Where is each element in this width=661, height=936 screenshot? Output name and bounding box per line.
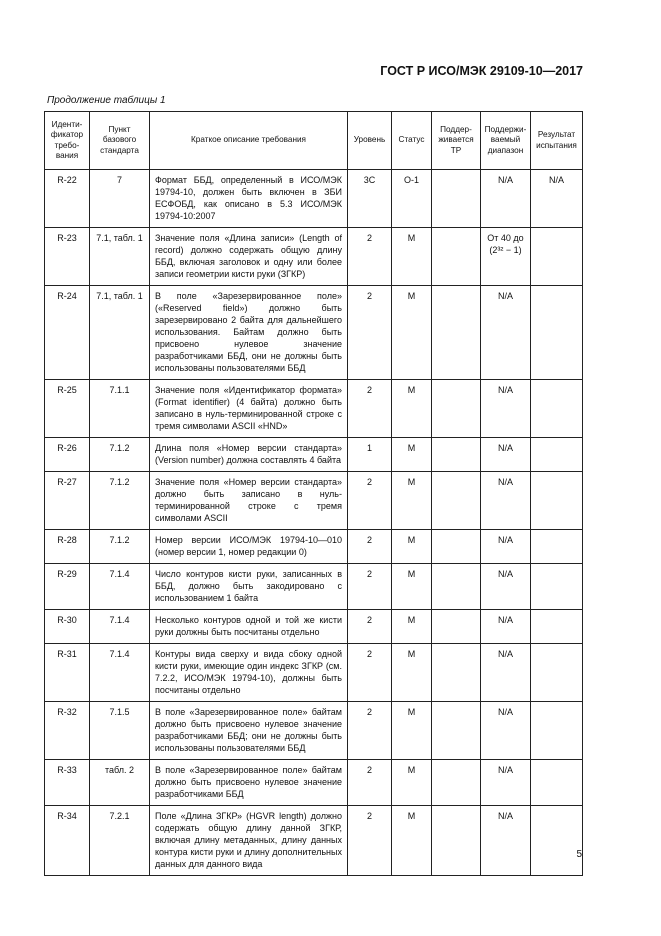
requirement-description-cell: В поле «Зарезервированное поле» байтам должно быть присвоено нулевое значение разработчиками ББД <box>150 760 348 806</box>
test-result-cell <box>531 472 583 530</box>
base-clause-cell: 7 <box>90 170 150 228</box>
requirement-id-cell: R-25 <box>45 380 90 438</box>
base-clause-cell: 7.1, табл. 1 <box>90 286 150 380</box>
status-cell: М <box>392 702 432 760</box>
requirement-id-cell: R-24 <box>45 286 90 380</box>
supported-range-cell: От 40 до (2³² − 1) <box>481 228 531 286</box>
base-clause-cell: 7.1.2 <box>90 438 150 472</box>
base-clause-cell: 7.1.5 <box>90 702 150 760</box>
supported-range-cell: N/A <box>481 438 531 472</box>
supported-range-cell: N/A <box>481 806 531 876</box>
level-cell: 2 <box>348 806 392 876</box>
requirement-id-cell: R-34 <box>45 806 90 876</box>
table-row <box>45 644 583 702</box>
column-header-supported: Поддер-живается ТР <box>432 112 481 170</box>
requirement-description-cell: Значение поля «Номер версии стандарта» должно быть записано в нуль-терминированной строке с тремя символами ASCII <box>150 472 348 530</box>
supported-range-cell: N/A <box>481 760 531 806</box>
supported-range-cell: N/A <box>481 170 531 228</box>
test-result-cell <box>531 380 583 438</box>
test-result-cell <box>531 702 583 760</box>
column-header-clause: Пункт базового стандарта <box>90 112 150 170</box>
level-cell: 2 <box>348 286 392 380</box>
requirement-id-cell: R-27 <box>45 472 90 530</box>
tp-supported-cell <box>432 760 481 806</box>
status-cell: О-1 <box>392 170 432 228</box>
supported-range-cell: N/A <box>481 702 531 760</box>
requirement-description-cell: Значение поля «Идентификатор формата» (Format identifier) (4 байта) должно быть записано в нуль-терминированной строке с тремя символами ASCII «HND» <box>150 380 348 438</box>
requirement-description-cell: Значение поля «Длина записи» (Length of record) должно содержать общую длину ББД, включая заголовок и одну или более записи геометрии кисти руки (ЗГКР) <box>150 228 348 286</box>
requirement-description-cell: Число контуров кисти руки, записанных в ББД, должно быть закодировано с использованием 1 байта <box>150 564 348 610</box>
status-cell: М <box>392 760 432 806</box>
table-row <box>45 228 583 286</box>
base-clause-cell: 7.2.1 <box>90 806 150 876</box>
tp-supported-cell <box>432 286 481 380</box>
column-header-range: Поддержи-ваемый диапазон <box>481 112 531 170</box>
status-cell: М <box>392 806 432 876</box>
tp-supported-cell <box>432 438 481 472</box>
tp-supported-cell <box>432 228 481 286</box>
table-row <box>45 760 583 806</box>
table-row <box>45 610 583 644</box>
requirement-id-cell: R-23 <box>45 228 90 286</box>
table-row <box>45 530 583 564</box>
table-body <box>45 170 583 876</box>
test-result-cell: N/A <box>531 170 583 228</box>
tp-supported-cell <box>432 644 481 702</box>
test-result-cell <box>531 644 583 702</box>
tp-supported-cell <box>432 472 481 530</box>
base-clause-cell: 7.1.2 <box>90 530 150 564</box>
test-result-cell <box>531 564 583 610</box>
column-header-id: Иденти-фикатор требо-вания <box>45 112 90 170</box>
requirement-id-cell: R-32 <box>45 702 90 760</box>
requirement-description-cell: В поле «Зарезервированное поле» байтам должно быть присвоено нулевое значение разработчиками ББД; они не должны быть использованы пользователями ББД <box>150 702 348 760</box>
level-cell: 2 <box>348 610 392 644</box>
column-header-result: Результат испытания <box>531 112 583 170</box>
level-cell: 2 <box>348 530 392 564</box>
tp-supported-cell <box>432 702 481 760</box>
level-cell: 2 <box>348 644 392 702</box>
requirement-id-cell: R-28 <box>45 530 90 564</box>
table-row <box>45 170 583 228</box>
requirement-description-cell: Поле «Длина ЗГКР» (HGVR length) должно содержать общую длину данной ЗГКР, включая длину метаданных, длину данных контура кисти руки и длину дополнительных данных для данного вида <box>150 806 348 876</box>
requirement-description-cell: В поле «Зарезервированное поле» («Reserved field») должно быть зарезервировано 2 байта для дальнейшего использования. Байтам должно быть присвоено нулевое значение разработчиками ББД, они не должны быть использованы пользователями ББД <box>150 286 348 380</box>
status-cell: М <box>392 286 432 380</box>
tp-supported-cell <box>432 806 481 876</box>
status-cell: М <box>392 644 432 702</box>
test-result-cell <box>531 438 583 472</box>
test-result-cell <box>531 806 583 876</box>
level-cell: 2 <box>348 702 392 760</box>
status-cell: М <box>392 228 432 286</box>
test-result-cell <box>531 228 583 286</box>
tp-supported-cell <box>432 564 481 610</box>
requirement-description-cell: Длина поля «Номер версии стандарта» (Version number) должна составлять 4 байта <box>150 438 348 472</box>
page-number: 5 <box>576 849 582 860</box>
tp-supported-cell <box>432 610 481 644</box>
column-header-level: Уровень <box>348 112 392 170</box>
supported-range-cell: N/A <box>481 644 531 702</box>
status-cell: М <box>392 380 432 438</box>
level-cell: 2 <box>348 472 392 530</box>
table-row <box>45 438 583 472</box>
requirement-description-cell: Контуры вида сверху и вида сбоку одной кисти руки, имеющие один индекс ЗГКР (см. 7.2.2, ИСО/МЭК 19794-10), должны быть посчитаны отдельно <box>150 644 348 702</box>
level-cell: 2 <box>348 228 392 286</box>
status-cell: М <box>392 564 432 610</box>
base-clause-cell: 7.1.1 <box>90 380 150 438</box>
requirement-id-cell: R-31 <box>45 644 90 702</box>
requirement-description-cell: Несколько контуров одной и той же кисти руки должны быть посчитаны отдельно <box>150 610 348 644</box>
supported-range-cell: N/A <box>481 286 531 380</box>
base-clause-cell: 7.1.2 <box>90 472 150 530</box>
level-cell: 2 <box>348 760 392 806</box>
requirement-description-cell: Номер версии ИСО/МЭК 19794-10—010 (номер версии 1, номер редакции 0) <box>150 530 348 564</box>
column-header-status: Статус <box>392 112 432 170</box>
requirement-id-cell: R-30 <box>45 610 90 644</box>
column-header-description: Краткое описание требования <box>150 112 348 170</box>
base-clause-cell: табл. 2 <box>90 760 150 806</box>
base-clause-cell: 7.1.4 <box>90 644 150 702</box>
table-row <box>45 806 583 876</box>
requirements-table <box>44 111 583 876</box>
base-clause-cell: 7.1, табл. 1 <box>90 228 150 286</box>
requirement-description-cell: Формат ББД, определенный в ИСО/МЭК 19794-10, должен быть включен в ЗБИ ЕСФОБД, как описано в 5.3 ИСО/МЭК 19794-10:2007 <box>150 170 348 228</box>
table-caption: Продолжение таблицы 1 <box>47 95 166 106</box>
supported-range-cell: N/A <box>481 564 531 610</box>
test-result-cell <box>531 530 583 564</box>
table-header-row <box>45 112 583 170</box>
level-cell: 3С <box>348 170 392 228</box>
tp-supported-cell <box>432 380 481 438</box>
status-cell: М <box>392 438 432 472</box>
requirement-id-cell: R-22 <box>45 170 90 228</box>
table-row <box>45 564 583 610</box>
requirement-id-cell: R-33 <box>45 760 90 806</box>
table-row <box>45 472 583 530</box>
document-standard-title: ГОСТ Р ИСО/МЭК 29109-10—2017 <box>380 64 583 78</box>
base-clause-cell: 7.1.4 <box>90 564 150 610</box>
test-result-cell <box>531 610 583 644</box>
test-result-cell <box>531 760 583 806</box>
level-cell: 2 <box>348 564 392 610</box>
level-cell: 2 <box>348 380 392 438</box>
tp-supported-cell <box>432 170 481 228</box>
supported-range-cell: N/A <box>481 472 531 530</box>
supported-range-cell: N/A <box>481 380 531 438</box>
status-cell: М <box>392 530 432 564</box>
level-cell: 1 <box>348 438 392 472</box>
supported-range-cell: N/A <box>481 530 531 564</box>
table-row <box>45 286 583 380</box>
table-row <box>45 380 583 438</box>
supported-range-cell: N/A <box>481 610 531 644</box>
status-cell: М <box>392 472 432 530</box>
requirement-id-cell: R-29 <box>45 564 90 610</box>
requirement-id-cell: R-26 <box>45 438 90 472</box>
status-cell: М <box>392 610 432 644</box>
table-row <box>45 702 583 760</box>
base-clause-cell: 7.1.4 <box>90 610 150 644</box>
test-result-cell <box>531 286 583 380</box>
tp-supported-cell <box>432 530 481 564</box>
